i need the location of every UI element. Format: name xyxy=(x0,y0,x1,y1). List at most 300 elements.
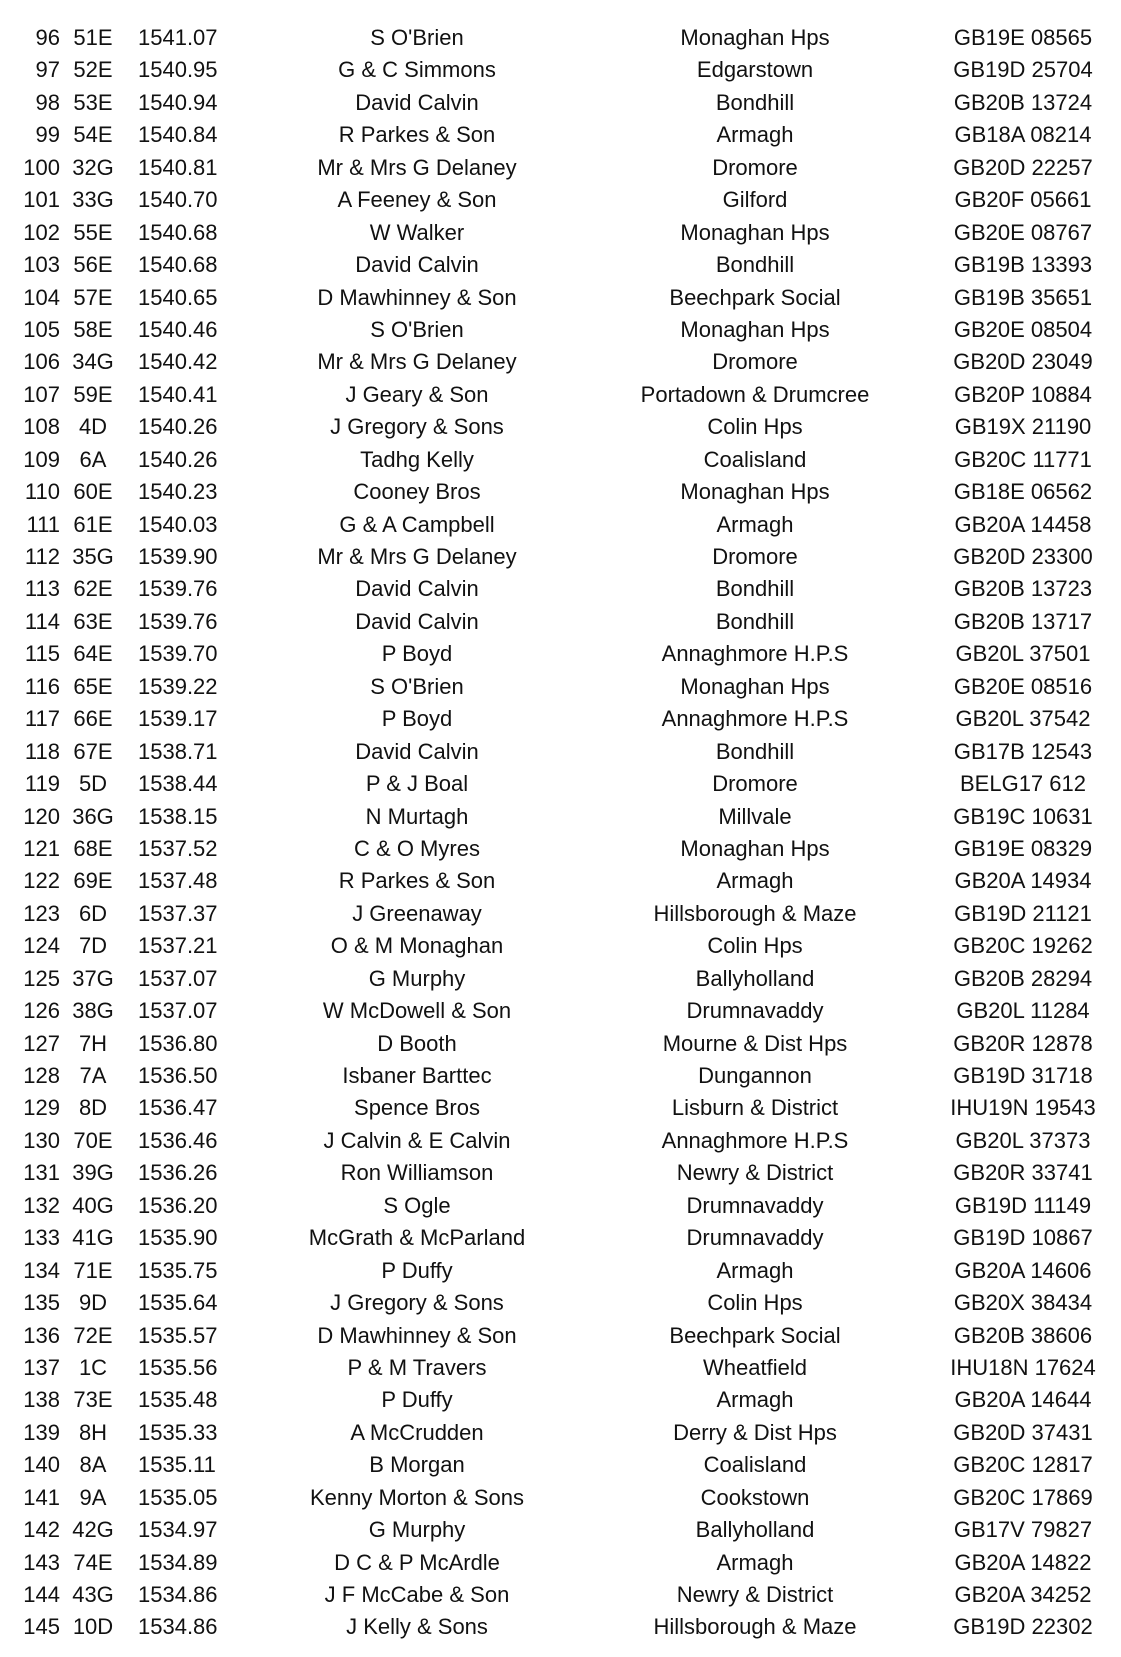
club-cell: Armagh xyxy=(716,868,794,894)
ring-number-cell: GB19D 25704 xyxy=(953,57,1093,83)
ring-number-cell: GB20P 10884 xyxy=(954,381,1092,407)
section-code-cell: 65E xyxy=(73,673,113,699)
ring-number-cell: GB20D 37431 xyxy=(953,1419,1093,1445)
velocity-cell: 1538.15 xyxy=(138,803,218,829)
club-cell: Drumnavaddy xyxy=(686,1225,824,1251)
ring-number-cell: GB20L 37501 xyxy=(955,641,1091,667)
table-row xyxy=(0,184,1121,216)
table-row xyxy=(0,1449,1121,1481)
club-cell: Monaghan Hps xyxy=(680,835,830,861)
fancier-name-cell: J Kelly & Sons xyxy=(346,1614,488,1640)
ring-number-cell: GB19D 11149 xyxy=(954,1192,1092,1218)
position-cell: 132 xyxy=(23,1192,60,1218)
ring-number-cell: GB20A 34252 xyxy=(954,1582,1092,1607)
ring-number-cell: GB17B 12543 xyxy=(953,738,1093,764)
fancier-name-cell: J Gregory & Sons xyxy=(330,1290,504,1316)
position-cell: 114 xyxy=(24,608,60,634)
ring-number-cell: GB19D 21121 xyxy=(954,900,1092,926)
ring-number-cell: GB20A 14934 xyxy=(954,868,1092,894)
ring-number-cell: GB20C 11771 xyxy=(954,446,1092,472)
fancier-name-cell: D Mawhinney & Son xyxy=(317,284,517,310)
table-row xyxy=(0,833,1121,865)
velocity-cell: 1539.76 xyxy=(138,608,218,634)
ring-number-cell: GB20X 38434 xyxy=(953,1290,1093,1316)
club-cell: Drumnavaddy xyxy=(686,1192,824,1218)
fancier-name-cell: G & A Campbell xyxy=(339,511,495,537)
fancier-name-cell: N Murtagh xyxy=(365,803,469,829)
ring-number-cell: GB19E 08329 xyxy=(953,835,1093,861)
ring-number-cell: GB20D 23049 xyxy=(953,349,1093,375)
fancier-name-cell: P & J Boal xyxy=(365,771,469,797)
fancier-name-cell: W McDowell & Son xyxy=(322,998,512,1024)
table-row xyxy=(0,541,1121,573)
club-cell: Coalisland xyxy=(703,1452,807,1478)
section-code-cell: 51E xyxy=(73,25,113,50)
position-cell: 131 xyxy=(23,1160,60,1186)
ring-number-cell: GB20D 22257 xyxy=(953,154,1093,180)
fancier-name-cell: D C & P McArdle xyxy=(334,1549,500,1575)
fancier-name-cell: Isbaner Barttec xyxy=(342,1063,492,1088)
position-cell: 133 xyxy=(23,1225,60,1251)
club-cell: Armagh xyxy=(716,1257,794,1283)
ring-number-cell: GB20C 12817 xyxy=(953,1452,1093,1478)
club-cell: Monaghan Hps xyxy=(680,219,830,245)
section-code-cell: 36G xyxy=(72,803,114,829)
section-code-cell: 60E xyxy=(73,479,113,505)
section-code-cell: 59E xyxy=(73,381,113,407)
fancier-name-cell: G Murphy xyxy=(368,965,466,991)
velocity-cell: 1540.23 xyxy=(138,479,218,505)
position-cell: 103 xyxy=(23,252,60,278)
velocity-cell: 1540.42 xyxy=(138,349,218,375)
velocity-cell: 1540.26 xyxy=(138,446,218,472)
club-cell: Bondhill xyxy=(715,608,795,634)
velocity-cell: 1534.86 xyxy=(138,1614,218,1640)
velocity-cell: 1535.48 xyxy=(138,1387,218,1413)
section-code-cell: 43G xyxy=(72,1582,114,1607)
club-cell: Colin Hps xyxy=(707,933,803,959)
table-row xyxy=(0,1255,1121,1287)
club-cell: Portadown & Drumcree xyxy=(640,381,870,407)
section-code-cell: 52E xyxy=(73,57,113,83)
position-cell: 110 xyxy=(24,479,60,505)
position-cell: 116 xyxy=(24,673,60,699)
velocity-cell: 1540.68 xyxy=(138,252,218,278)
ring-number-cell: GB20D 23300 xyxy=(953,544,1093,569)
club-cell: Bondhill xyxy=(715,89,795,115)
section-code-cell: 71E xyxy=(73,1257,113,1283)
table-row xyxy=(0,865,1121,897)
ring-number-cell: GB20A 14458 xyxy=(954,511,1092,537)
fancier-name-cell: B Morgan xyxy=(369,1452,465,1478)
fancier-name-cell: S O'Brien xyxy=(370,25,464,50)
velocity-cell: 1540.46 xyxy=(138,316,218,342)
ring-number-cell: GB20A 14822 xyxy=(954,1549,1092,1575)
velocity-cell: 1540.65 xyxy=(138,284,218,310)
ring-number-cell: GB18E 06562 xyxy=(953,479,1093,505)
fancier-name-cell: G Murphy xyxy=(368,1517,466,1543)
fancier-name-cell: David Calvin xyxy=(355,89,479,115)
fancier-name-cell: S Ogle xyxy=(383,1192,451,1218)
fancier-name-cell: P Boyd xyxy=(381,641,453,667)
ring-number-cell: GB18A 08214 xyxy=(954,122,1092,148)
section-code-cell: 61E xyxy=(73,511,113,537)
ring-number-cell: GB19X 21190 xyxy=(954,414,1092,440)
ring-number-cell: GB19D 10867 xyxy=(953,1225,1093,1251)
table-row xyxy=(0,152,1121,184)
fancier-name-cell: Mr & Mrs G Delaney xyxy=(317,349,517,375)
section-code-cell: 68E xyxy=(73,835,113,861)
velocity-cell: 1537.48 xyxy=(138,868,218,894)
fancier-name-cell: Kenny Morton & Sons xyxy=(309,1484,524,1510)
club-cell: Armagh xyxy=(716,1387,794,1413)
section-code-cell: 8H xyxy=(78,1419,108,1445)
ring-number-cell: GB19C 10631 xyxy=(953,803,1093,829)
fancier-name-cell: Cooney Bros xyxy=(353,479,481,505)
section-code-cell: 7A xyxy=(79,1063,107,1088)
table-row xyxy=(0,963,1121,995)
position-cell: 112 xyxy=(24,544,60,569)
section-code-cell: 70E xyxy=(73,1127,113,1153)
table-row xyxy=(0,54,1121,86)
club-cell: Edgarstown xyxy=(696,57,814,83)
position-cell: 98 xyxy=(35,89,60,115)
velocity-cell: 1535.90 xyxy=(138,1225,218,1251)
section-code-cell: 37G xyxy=(72,965,114,991)
club-cell: Hillsborough & Maze xyxy=(653,1614,857,1640)
velocity-cell: 1536.20 xyxy=(138,1192,218,1218)
position-cell: 129 xyxy=(23,1095,60,1121)
section-code-cell: 55E xyxy=(73,219,113,245)
position-cell: 143 xyxy=(23,1549,60,1575)
ring-number-cell: GB20R 33741 xyxy=(953,1160,1093,1186)
position-cell: 123 xyxy=(23,900,60,926)
club-cell: Annaghmore H.P.S xyxy=(661,1127,849,1153)
section-code-cell: 4D xyxy=(78,414,108,440)
section-code-cell: 57E xyxy=(73,284,113,310)
velocity-cell: 1535.75 xyxy=(138,1257,218,1283)
fancier-name-cell: J Geary & Son xyxy=(345,381,489,407)
section-code-cell: 9A xyxy=(79,1484,107,1510)
section-code-cell: 8D xyxy=(78,1095,108,1121)
table-row xyxy=(0,1157,1121,1189)
fancier-name-cell: W Walker xyxy=(369,219,465,245)
club-cell: Hillsborough & Maze xyxy=(653,900,857,926)
velocity-cell: 1540.68 xyxy=(138,219,218,245)
fancier-name-cell: P Boyd xyxy=(381,706,453,732)
fancier-name-cell: David Calvin xyxy=(355,252,479,278)
table-row xyxy=(0,314,1121,346)
fancier-name-cell: P & M Travers xyxy=(347,1354,487,1380)
table-row xyxy=(0,1125,1121,1157)
velocity-cell: 1540.26 xyxy=(138,414,218,440)
table-row xyxy=(0,930,1121,962)
club-cell: Bondhill xyxy=(715,738,795,764)
fancier-name-cell: D Booth xyxy=(377,1030,457,1056)
club-cell: Armagh xyxy=(716,511,794,537)
club-cell: Cookstown xyxy=(700,1484,810,1510)
position-cell: 121 xyxy=(23,835,60,861)
position-cell: 139 xyxy=(23,1419,60,1445)
table-row xyxy=(0,119,1121,151)
ring-number-cell: GB20F 05661 xyxy=(954,187,1092,213)
table-row xyxy=(0,606,1121,638)
position-cell: 109 xyxy=(23,446,60,472)
position-cell: 127 xyxy=(23,1030,60,1056)
position-cell: 122 xyxy=(23,868,60,894)
section-code-cell: 54E xyxy=(73,122,113,148)
table-row xyxy=(0,411,1121,443)
fancier-name-cell: Spence Bros xyxy=(354,1095,480,1121)
position-cell: 134 xyxy=(23,1257,60,1283)
velocity-cell: 1535.64 xyxy=(138,1290,218,1316)
fancier-name-cell: Tadhg Kelly xyxy=(360,446,474,472)
velocity-cell: 1540.81 xyxy=(138,154,218,180)
section-code-cell: 33G xyxy=(72,187,114,213)
club-cell: Monaghan Hps xyxy=(680,316,830,342)
club-cell: Armagh xyxy=(716,1549,794,1575)
position-cell: 115 xyxy=(24,641,60,667)
table-row xyxy=(0,249,1121,281)
ring-number-cell: GB20A 14644 xyxy=(954,1387,1092,1413)
ring-number-cell: GB20B 13717 xyxy=(953,608,1093,634)
fancier-name-cell: P Duffy xyxy=(381,1387,453,1413)
table-row xyxy=(0,1028,1121,1060)
position-cell: 97 xyxy=(35,57,60,83)
ring-number-cell: GB19B 35651 xyxy=(953,284,1093,310)
fancier-name-cell: D Mawhinney & Son xyxy=(317,1322,517,1348)
position-cell: 126 xyxy=(23,998,60,1024)
table-row xyxy=(0,1579,1121,1611)
table-row xyxy=(0,379,1121,411)
velocity-cell: 1536.50 xyxy=(138,1063,218,1088)
ring-number-cell: GB19E 08565 xyxy=(953,25,1093,50)
velocity-cell: 1535.33 xyxy=(138,1419,218,1445)
velocity-cell: 1537.37 xyxy=(138,900,218,926)
velocity-cell: 1535.57 xyxy=(138,1322,218,1348)
fancier-name-cell: O & M Monaghan xyxy=(330,933,504,959)
table-row xyxy=(0,671,1121,703)
club-cell: Newry & District xyxy=(676,1160,834,1186)
velocity-cell: 1537.21 xyxy=(138,933,218,959)
position-cell: 111 xyxy=(26,511,60,537)
club-cell: Millvale xyxy=(718,803,792,829)
fancier-name-cell: G & C Simmons xyxy=(338,57,496,83)
position-cell: 106 xyxy=(23,349,60,375)
position-cell: 142 xyxy=(23,1517,60,1543)
velocity-cell: 1535.05 xyxy=(138,1484,218,1510)
ring-number-cell: GB20R 12878 xyxy=(953,1030,1093,1056)
fancier-name-cell: S O'Brien xyxy=(370,316,464,342)
ring-number-cell: GB20C 17869 xyxy=(953,1484,1093,1510)
club-cell: Bondhill xyxy=(715,252,795,278)
section-code-cell: 58E xyxy=(73,316,113,342)
table-row xyxy=(0,1384,1121,1416)
velocity-cell: 1539.22 xyxy=(138,673,218,699)
club-cell: Dromore xyxy=(712,771,798,797)
ring-number-cell: GB20L 11284 xyxy=(956,998,1090,1024)
velocity-cell: 1540.95 xyxy=(138,57,218,83)
club-cell: Dromore xyxy=(712,349,798,375)
fancier-name-cell: David Calvin xyxy=(355,738,479,764)
table-row xyxy=(0,1222,1121,1254)
velocity-cell: 1534.89 xyxy=(138,1549,218,1575)
club-cell: Dromore xyxy=(712,544,798,569)
table-row xyxy=(0,995,1121,1027)
velocity-cell: 1541.07 xyxy=(138,25,218,50)
velocity-cell: 1539.17 xyxy=(138,706,218,732)
fancier-name-cell: R Parkes & Son xyxy=(338,122,496,148)
velocity-cell: 1540.94 xyxy=(138,89,218,115)
ring-number-cell: GB20B 28294 xyxy=(953,965,1093,991)
ring-number-cell: GB20E 08504 xyxy=(953,316,1093,342)
section-code-cell: 40G xyxy=(72,1192,114,1218)
section-code-cell: 67E xyxy=(73,738,113,764)
table-row xyxy=(0,476,1121,508)
table-row xyxy=(0,1547,1121,1579)
table-row xyxy=(0,573,1121,605)
section-code-cell: 38G xyxy=(72,998,114,1024)
ring-number-cell: IHU18N 17624 xyxy=(950,1354,1096,1380)
table-row xyxy=(0,1514,1121,1546)
position-cell: 108 xyxy=(23,414,60,440)
section-code-cell: 56E xyxy=(73,252,113,278)
position-cell: 105 xyxy=(23,316,60,342)
position-cell: 141 xyxy=(23,1484,60,1510)
ring-number-cell: GB19B 13393 xyxy=(953,252,1093,278)
ring-number-cell: GB20A 14606 xyxy=(954,1257,1092,1283)
velocity-cell: 1540.41 xyxy=(138,381,218,407)
ring-number-cell: GB17V 79827 xyxy=(953,1517,1093,1543)
velocity-cell: 1536.80 xyxy=(138,1030,218,1056)
ring-number-cell: GB20C 19262 xyxy=(953,933,1093,959)
position-cell: 137 xyxy=(23,1354,60,1380)
table-row xyxy=(0,1482,1121,1514)
position-cell: 118 xyxy=(24,738,60,764)
fancier-name-cell: J F McCabe & Son xyxy=(324,1582,510,1607)
section-code-cell: 6A xyxy=(79,446,107,472)
club-cell: Lisburn & District xyxy=(671,1095,839,1121)
fancier-name-cell: J Calvin & E Calvin xyxy=(323,1127,511,1153)
position-cell: 125 xyxy=(23,965,60,991)
club-cell: Armagh xyxy=(716,122,794,148)
table-row xyxy=(0,801,1121,833)
section-code-cell: 72E xyxy=(73,1322,113,1348)
club-cell: Mourne & Dist Hps xyxy=(662,1030,848,1056)
table-row xyxy=(0,736,1121,768)
section-code-cell: 62E xyxy=(73,576,113,602)
table-row xyxy=(0,1611,1121,1643)
position-cell: 120 xyxy=(23,803,60,829)
velocity-cell: 1534.86 xyxy=(138,1582,218,1607)
club-cell: Dungannon xyxy=(698,1063,812,1088)
club-cell: Derry & Dist Hps xyxy=(673,1419,837,1445)
position-cell: 117 xyxy=(24,706,60,732)
table-row xyxy=(0,282,1121,314)
fancier-name-cell: David Calvin xyxy=(355,608,479,634)
velocity-cell: 1536.46 xyxy=(138,1127,218,1153)
position-cell: 101 xyxy=(23,187,60,213)
club-cell: Coalisland xyxy=(703,446,807,472)
table-row xyxy=(0,346,1121,378)
section-code-cell: 9D xyxy=(78,1290,108,1316)
section-code-cell: 7H xyxy=(78,1030,108,1056)
ring-number-cell: BELG17 612 xyxy=(960,771,1086,797)
section-code-cell: 64E xyxy=(73,641,113,667)
table-row xyxy=(0,1417,1121,1449)
section-code-cell: 74E xyxy=(73,1549,113,1575)
table-row xyxy=(0,22,1121,54)
club-cell: Gilford xyxy=(722,187,788,213)
section-code-cell: 34G xyxy=(72,349,114,375)
club-cell: Monaghan Hps xyxy=(680,25,830,50)
section-code-cell: 32G xyxy=(72,154,114,180)
ring-number-cell: GB20B 13724 xyxy=(953,89,1093,115)
club-cell: Ballyholland xyxy=(695,965,815,991)
velocity-cell: 1538.71 xyxy=(138,738,218,764)
ring-number-cell: GB20B 13723 xyxy=(953,576,1093,602)
velocity-cell: 1537.07 xyxy=(138,965,218,991)
section-code-cell: 39G xyxy=(72,1160,114,1186)
club-cell: Beechpark Social xyxy=(669,1322,841,1348)
club-cell: Colin Hps xyxy=(707,1290,803,1316)
position-cell: 104 xyxy=(23,284,60,310)
club-cell: Dromore xyxy=(712,154,798,180)
table-row xyxy=(0,509,1121,541)
fancier-name-cell: J Gregory & Sons xyxy=(330,414,504,440)
table-row xyxy=(0,1320,1121,1352)
section-code-cell: 73E xyxy=(73,1387,113,1413)
table-row xyxy=(0,444,1121,476)
section-code-cell: 69E xyxy=(73,868,113,894)
velocity-cell: 1538.44 xyxy=(138,771,218,797)
section-code-cell: 5D xyxy=(78,771,108,797)
velocity-cell: 1537.52 xyxy=(138,835,218,861)
ring-number-cell: GB20E 08767 xyxy=(953,219,1093,245)
club-cell: Colin Hps xyxy=(707,414,803,440)
table-row xyxy=(0,768,1121,800)
table-row xyxy=(0,1060,1121,1092)
section-code-cell: 6D xyxy=(78,900,108,926)
table-row xyxy=(0,1352,1121,1384)
ring-number-cell: GB19D 31718 xyxy=(953,1063,1093,1088)
table-row xyxy=(0,1190,1121,1222)
fancier-name-cell: P Duffy xyxy=(381,1257,453,1283)
table-row xyxy=(0,898,1121,930)
club-cell: Monaghan Hps xyxy=(680,673,830,699)
velocity-cell: 1539.70 xyxy=(138,641,218,667)
section-code-cell: 42G xyxy=(72,1517,114,1543)
fancier-name-cell: C & O Myres xyxy=(354,835,480,861)
table-row xyxy=(0,638,1121,670)
fancier-name-cell: David Calvin xyxy=(355,576,479,602)
velocity-cell: 1540.70 xyxy=(138,187,218,213)
fancier-name-cell: Mr & Mrs G Delaney xyxy=(317,154,517,180)
section-code-cell: 1C xyxy=(78,1354,108,1380)
fancier-name-cell: A McCrudden xyxy=(350,1419,484,1445)
section-code-cell: 10D xyxy=(72,1614,114,1640)
position-cell: 113 xyxy=(24,576,60,602)
club-cell: Annaghmore H.P.S xyxy=(661,641,849,667)
club-cell: Beechpark Social xyxy=(669,284,841,310)
position-cell: 107 xyxy=(23,381,60,407)
fancier-name-cell: McGrath & McParland xyxy=(308,1225,526,1251)
club-cell: Monaghan Hps xyxy=(680,479,830,505)
club-cell: Annaghmore H.P.S xyxy=(661,706,849,732)
position-cell: 124 xyxy=(23,933,60,959)
ring-number-cell: IHU19N 19543 xyxy=(950,1095,1096,1121)
velocity-cell: 1539.76 xyxy=(138,576,218,602)
